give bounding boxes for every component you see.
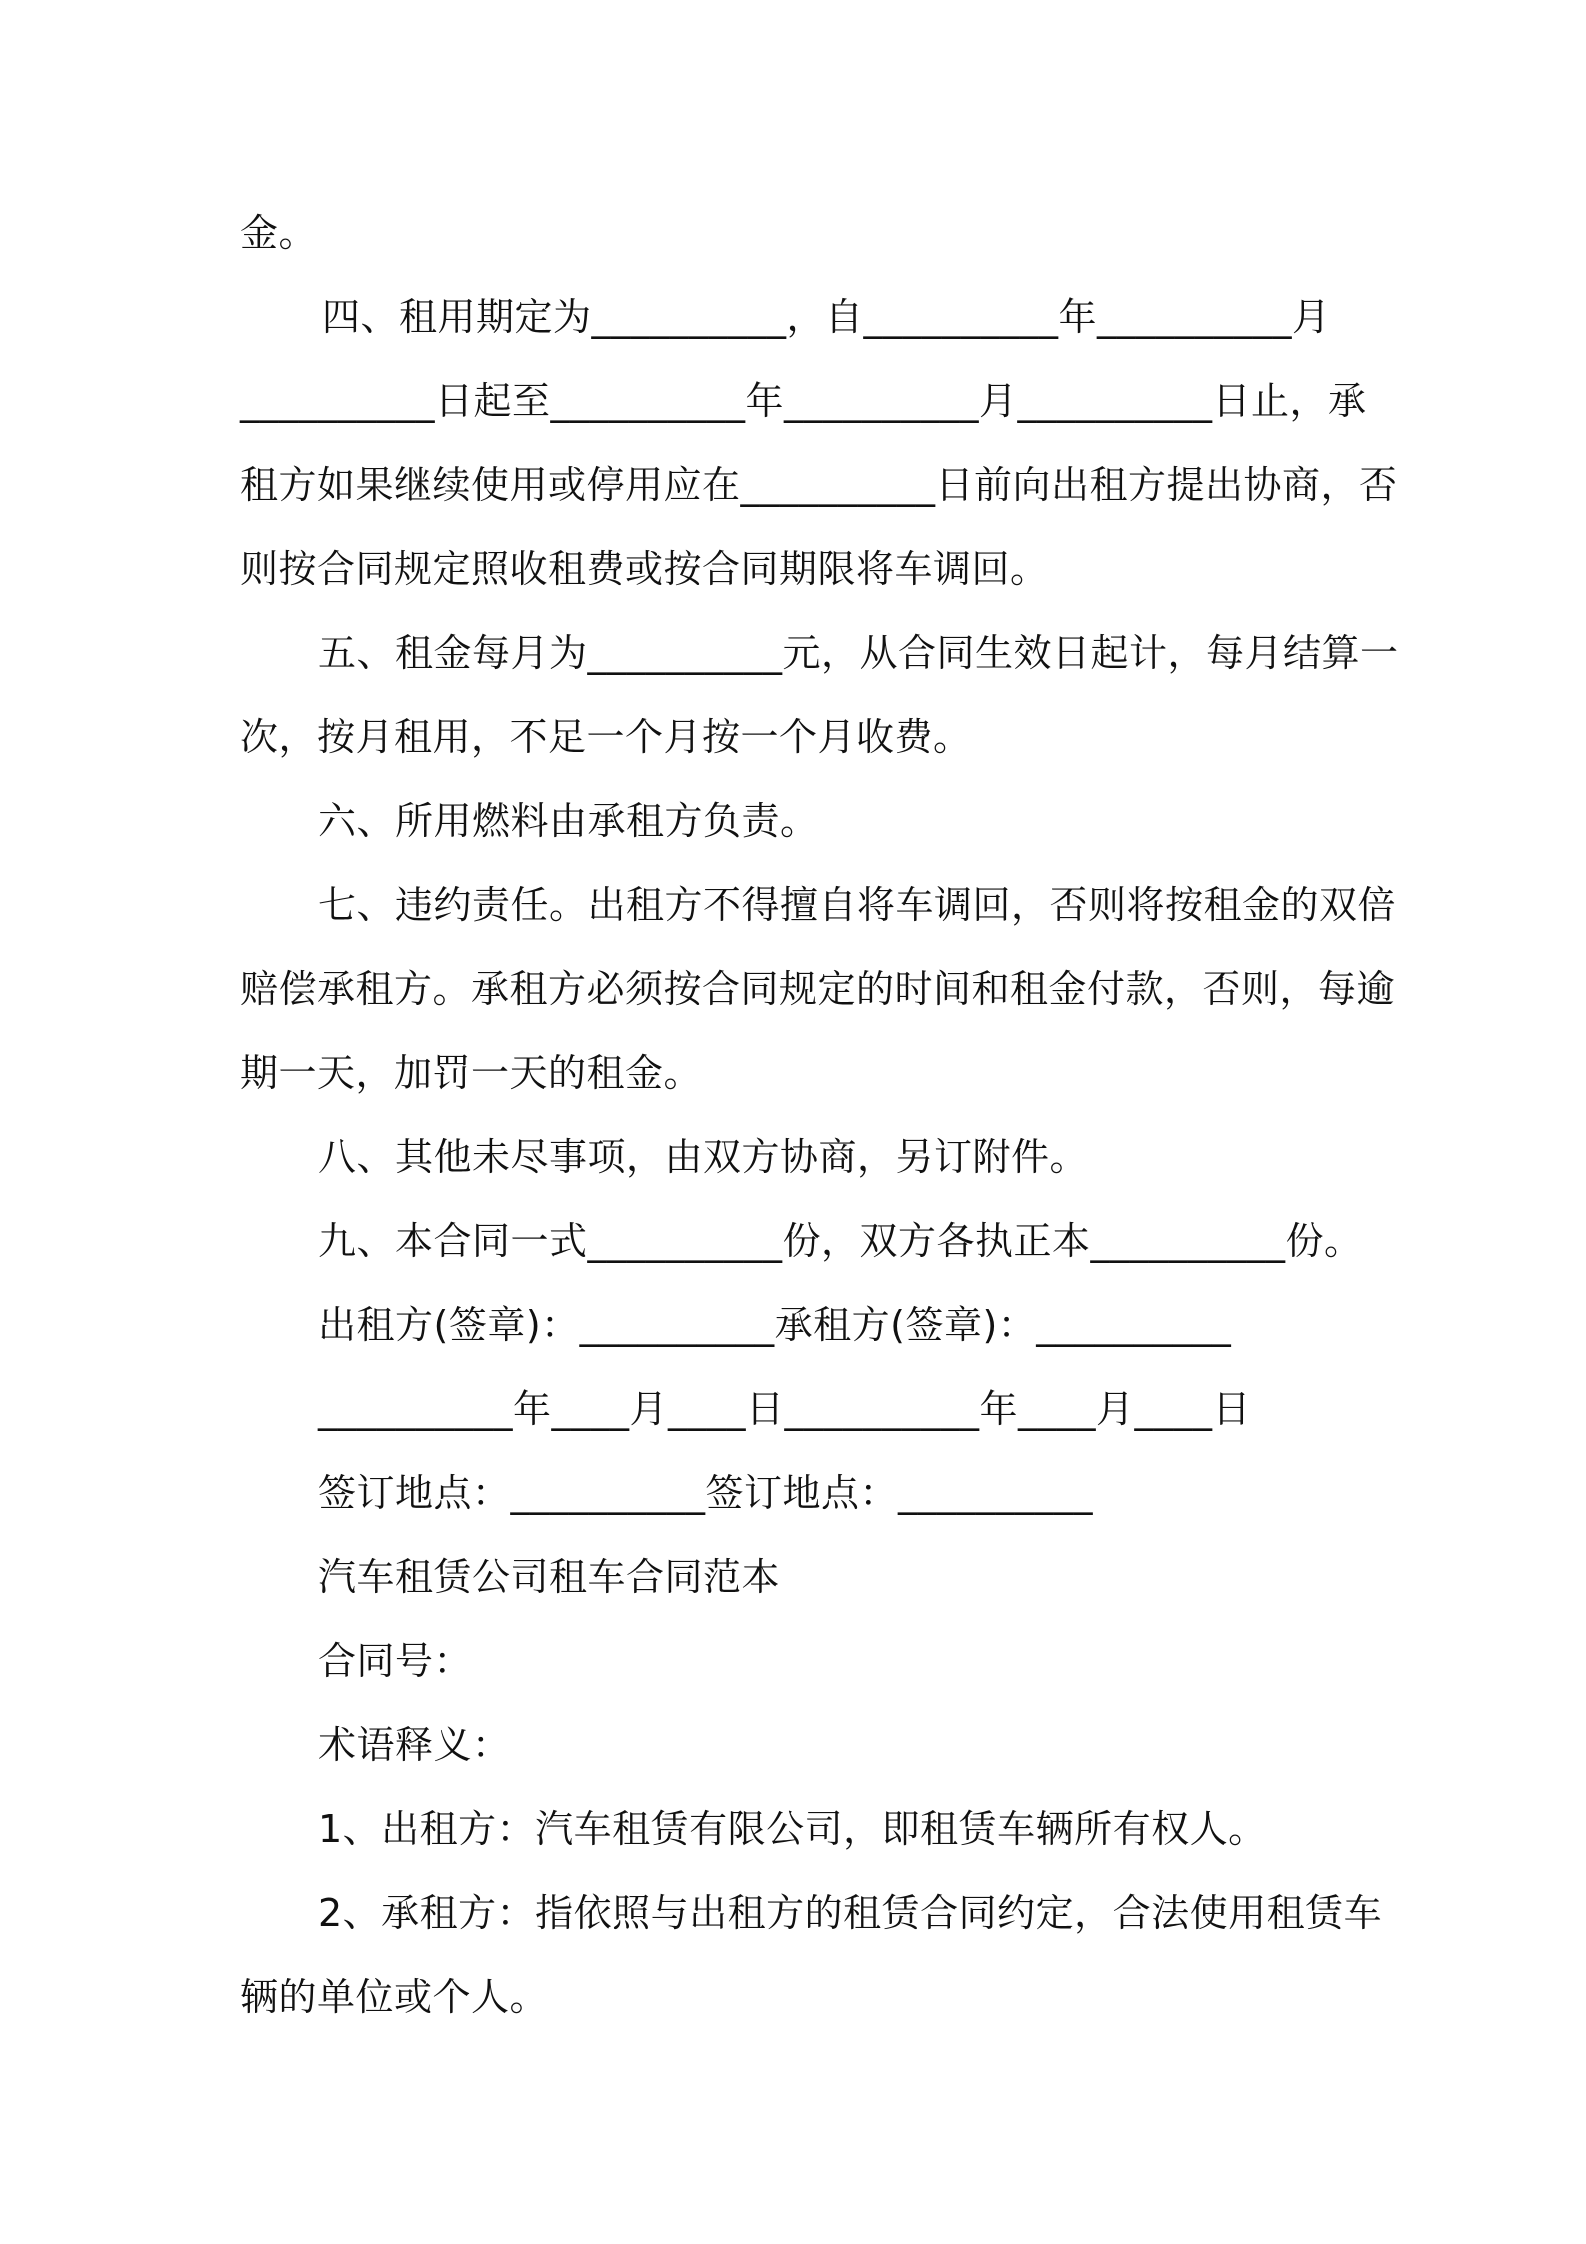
date-line: __________年____月____日__________年____月____日 — [318, 1387, 1252, 1431]
clause-five-line-2: 次，按月租用，不足一个月按一个月收费。 — [240, 715, 972, 759]
signature-line: 出租方(签章)：__________承租方(签章)：__________ — [318, 1303, 1232, 1347]
term-two-line-1: 2、承租方：指依照与出租方的租赁合同约定，合法使用租赁车 — [318, 1891, 1383, 1935]
terms-heading: 术语释义： — [318, 1723, 511, 1767]
clause-eight: 八、其他未尽事项，由双方协商，另订附件。 — [318, 1135, 1089, 1179]
clause-four-line-4: 则按合同规定照收租费或按合同期限将车调回。 — [240, 547, 1049, 591]
clause-nine: 九、本合同一式__________份，双方各执正本__________份。 — [318, 1219, 1363, 1263]
clause-six: 六、所用燃料由承租方负责。 — [318, 799, 819, 843]
term-one: 1、出租方：汽车租赁有限公司，即租赁车辆所有权人。 — [318, 1807, 1267, 1851]
clause-four-line-2: __________日起至__________年__________月__________日止，承 — [240, 379, 1367, 423]
term-two-line-2: 辆的单位或个人。 — [240, 1975, 549, 2019]
clause-five-line-1: 五、租金每月为__________元，从合同生效日起计，每月结算一 — [318, 631, 1399, 675]
contract-title: 汽车租赁公司租车合同范本 — [318, 1555, 781, 1599]
signing-location-line: 签订地点：__________签订地点：__________ — [318, 1471, 1094, 1515]
contract-number-label: 合同号： — [318, 1639, 473, 1683]
clause-seven-line-3: 期一天，加罚一天的租金。 — [240, 1051, 703, 1095]
text-line-1: 金。 — [240, 211, 318, 255]
clause-four-line-1: 四、租用期定为__________，自__________年__________月 — [322, 295, 1331, 339]
clause-seven-line-2: 赔偿承租方。承租方必须按合同规定的时间和租金付款，否则，每逾 — [240, 967, 1396, 1011]
clause-seven-line-1: 七、违约责任。出租方不得擅自将车调回，否则将按租金的双倍 — [318, 883, 1397, 927]
clause-four-line-3: 租方如果继续使用或停用应在__________日前向出租方提出协商，否 — [240, 463, 1398, 507]
